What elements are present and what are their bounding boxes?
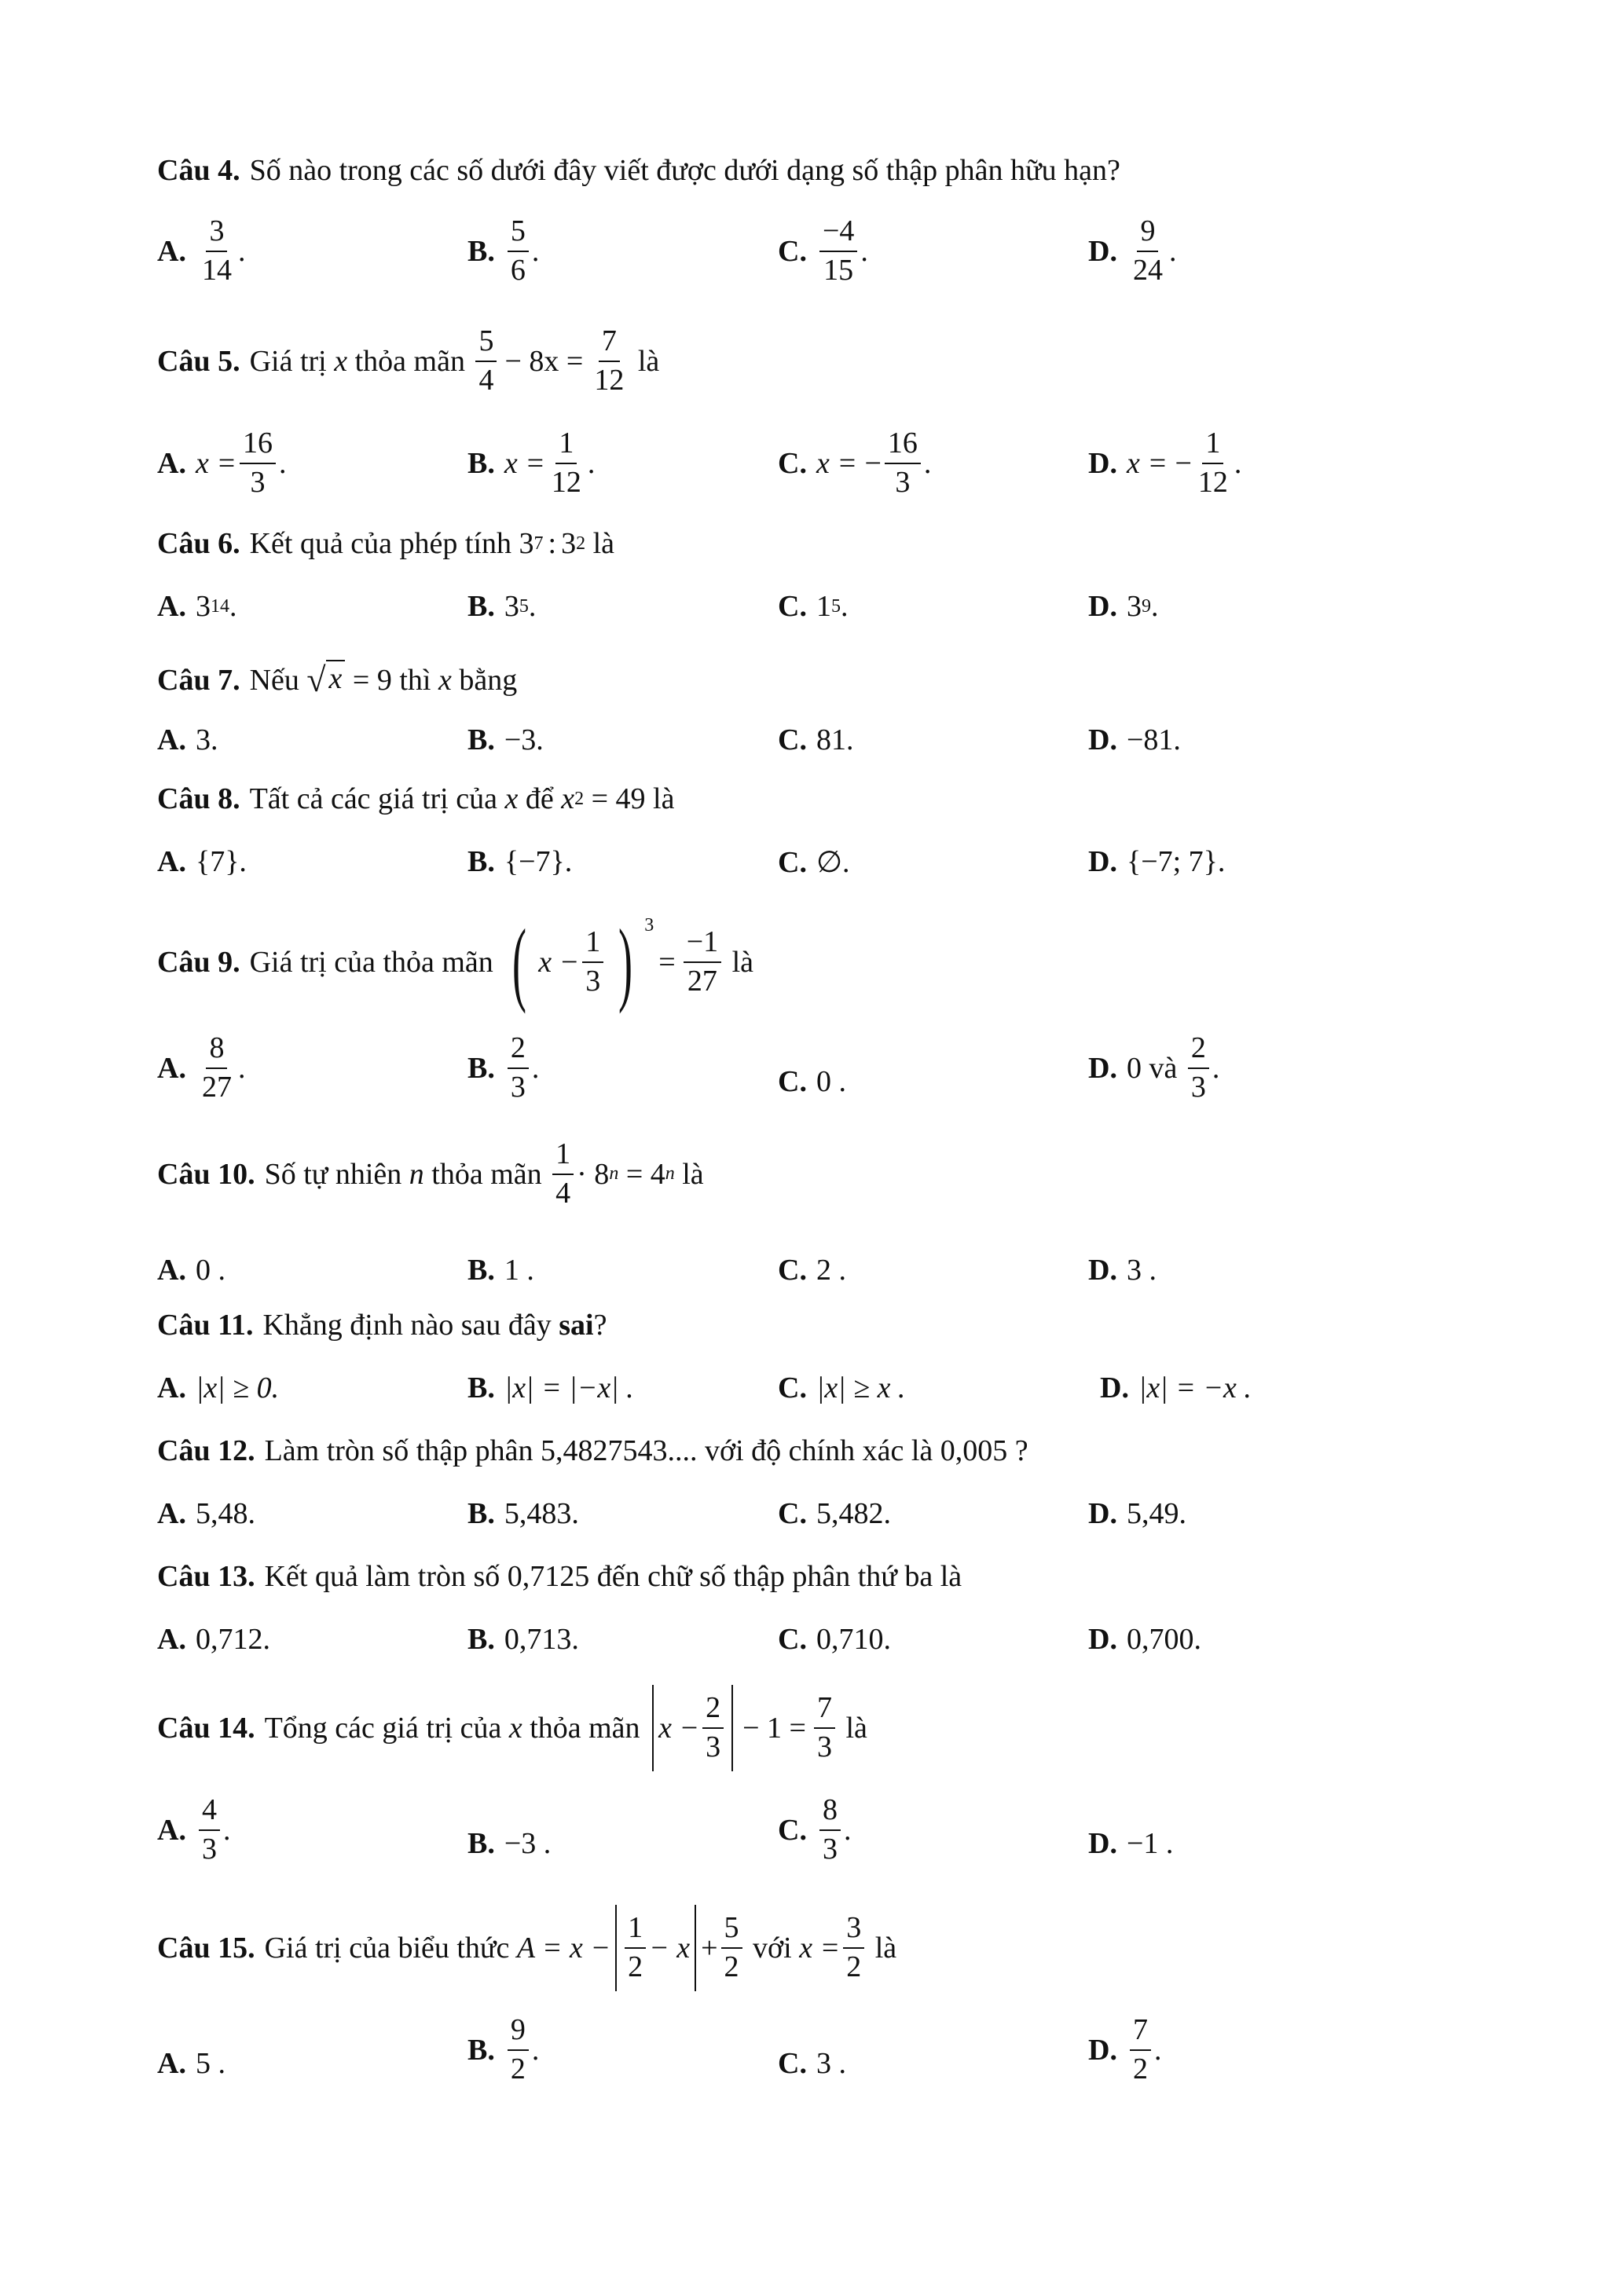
math-text: x (508, 1712, 522, 1745)
math-text: − x (649, 1932, 691, 1965)
math-text: Câu 13. (157, 1560, 255, 1593)
math-text: + (701, 1932, 718, 1965)
math-text: A. (157, 2047, 186, 2080)
math-text: thỏa mãn (354, 344, 465, 378)
question-13 (157, 1559, 962, 1594)
option-c (778, 1064, 846, 1099)
math-text: B. (467, 1497, 495, 1530)
math-text: D. (1088, 234, 1117, 268)
math-text: 2 (1188, 1033, 1209, 1069)
math-text: 5,483. (504, 1497, 579, 1530)
option-b (467, 1622, 579, 1657)
option-b (467, 1496, 579, 1531)
math-text: 1 (1202, 428, 1223, 464)
math-text: x (438, 663, 452, 697)
math-text: A. (157, 234, 186, 268)
option-d: D. 0 và $\frac{2}{3}$ . (1088, 1031, 1220, 1104)
math-text: 3 (510, 1070, 526, 1104)
math-text: 0 . (816, 1065, 846, 1098)
math-text: 27 (687, 965, 717, 998)
math-text: x (326, 660, 346, 696)
math-text: x = (504, 446, 545, 480)
option-a (157, 844, 247, 879)
math-text: 16 (885, 428, 921, 464)
math-text: B. (467, 1254, 495, 1287)
math-text: 9 (1141, 595, 1151, 617)
math-text: |x| = −x . (1138, 1371, 1252, 1404)
math-text: 3 (195, 590, 211, 623)
option-d: D. $\frac{7}{2}$ . (1088, 2013, 1162, 2085)
math-text: Kết quả của phép tính (249, 527, 512, 560)
math-text: 14 (210, 595, 229, 617)
option-c (778, 723, 853, 757)
math-text: 6 (510, 253, 526, 287)
math-text: C. (778, 1813, 807, 1847)
math-text: 1 (555, 428, 577, 464)
math-text: A. (157, 446, 186, 480)
math-text: với (753, 1932, 792, 1965)
math-text: A = x − (516, 1932, 611, 1965)
math-text: |x| ≥ 0. (195, 1371, 280, 1404)
math-text: 5,48. (195, 1497, 255, 1530)
math-text: − 1 = (742, 1712, 806, 1745)
math-text: B. (467, 845, 495, 878)
math-text: 3 (895, 465, 911, 499)
option-c: C. 1 5 . (778, 590, 849, 623)
option-b: B. x = $\frac{1}{12}$ . (467, 427, 596, 499)
math-text: Giá trị (249, 344, 327, 378)
math-text: · 8 (577, 1157, 610, 1191)
math-text: 3 . (1126, 1254, 1157, 1287)
math-text: A. (157, 1813, 186, 1847)
math-text: 7 (599, 326, 620, 362)
math-text: để (525, 782, 554, 815)
math-text: 5 (721, 1913, 742, 1949)
math-text: thì (399, 663, 431, 697)
option-d (1088, 723, 1181, 757)
option-c (778, 844, 850, 880)
math-text: 0,700. (1126, 1623, 1201, 1656)
question-4 (157, 153, 1120, 188)
option-d (1088, 1496, 1186, 1531)
math-text: 0,712. (195, 1623, 270, 1656)
math-text: Câu 12. (157, 1434, 255, 1467)
math-text: A. (157, 845, 186, 878)
math-text: 0,710. (816, 1623, 891, 1656)
math-text: 3 (843, 1913, 864, 1949)
math-text: thỏa mãn (431, 1157, 542, 1191)
question-10 (157, 1139, 704, 1210)
math-text: D. (1088, 1827, 1117, 1860)
math-text: C. (778, 1497, 807, 1530)
math-text: x = (799, 1932, 841, 1965)
option-a (157, 1622, 270, 1657)
math-text: |x| ≥ x . (816, 1371, 906, 1404)
math-text: A. (157, 1623, 186, 1656)
math-text: Làm tròn số thập phân 5,4827543.... với độ chính xác là 0,005 ? (264, 1434, 1028, 1467)
math-text: 3 . (816, 2047, 846, 2080)
math-text: x = (195, 446, 236, 480)
math-text: A. (157, 1051, 186, 1085)
math-text: C. (778, 234, 807, 268)
math-text: D. (1088, 1051, 1117, 1085)
math-text: 7 (533, 533, 544, 554)
math-text: 5,482. (816, 1497, 891, 1530)
math-text: 9 (1137, 216, 1158, 252)
math-text: C. (778, 1371, 807, 1404)
math-text: 1 (816, 590, 831, 623)
option-d (1088, 1253, 1157, 1287)
math-text: 4 (555, 1176, 571, 1210)
math-text: C. (778, 845, 807, 879)
math-text: 5 . (195, 2047, 225, 2080)
option-a: A. 3 14 . (157, 590, 237, 623)
math-text: 2 (510, 2052, 526, 2085)
math-text: B. (467, 590, 495, 623)
math-text: Câu 7. (157, 663, 240, 697)
option-b (467, 1371, 634, 1405)
math-text: D. (1088, 723, 1117, 756)
math-text: 3 (250, 465, 266, 499)
math-text: 0 và (1126, 1051, 1178, 1085)
option-d (1088, 1622, 1201, 1657)
option-b (467, 1826, 551, 1861)
math-text: Khẳng định nào sau đây (262, 1309, 552, 1342)
math-text: Câu 10. (157, 1157, 255, 1191)
math-text: − (864, 446, 882, 480)
math-text: Số tự nhiên (264, 1157, 402, 1191)
math-text: 8 (819, 1795, 841, 1831)
math-text: {7}. (195, 845, 247, 878)
math-text: 3 (561, 527, 577, 560)
math-text: A. (157, 1371, 186, 1404)
question-11 (157, 1308, 607, 1342)
math-text: Câu 15. (157, 1932, 255, 1965)
question-label: Câu 4. (157, 154, 240, 187)
math-text: 0 . (195, 1254, 225, 1287)
math-text: Tất cả các giá trị của (249, 782, 497, 815)
option-b: B. $\frac{2}{3}$ . (467, 1031, 540, 1104)
question-15 (157, 1905, 896, 1991)
question-12 (157, 1434, 1028, 1468)
question-5 (157, 326, 659, 397)
math-text: 3 (519, 527, 534, 560)
option-d (1088, 844, 1225, 879)
math-text: ? (593, 1309, 607, 1342)
math-text: 2 (1132, 2052, 1148, 2085)
math-text: D. (1100, 1371, 1129, 1404)
math-text: 81. (816, 723, 854, 756)
option-d: D. $\frac{9}{24}$ . (1088, 214, 1177, 287)
option-c (778, 1371, 905, 1405)
question-8: Câu 8. Tất cả các giá trị của x để x 2 = 49 là (157, 782, 675, 815)
math-text: = 4 (625, 1157, 665, 1191)
math-text: A. (157, 1497, 186, 1530)
math-text: B. (467, 1623, 495, 1656)
math-text: 5 (508, 216, 529, 252)
math-text: D. (1088, 1254, 1117, 1287)
math-text: thỏa mãn (530, 1712, 640, 1745)
math-text: 5 (475, 326, 497, 362)
math-text: D. (1088, 446, 1117, 480)
option-c (778, 1253, 846, 1287)
math-text: 3 (206, 216, 227, 252)
math-text: 5,49. (1126, 1497, 1186, 1530)
option-b: B. $\frac{5}{6}$ . (467, 214, 540, 287)
math-text: 2 (628, 1950, 643, 1983)
math-text: 24 (1132, 253, 1163, 287)
math-text: −4 (819, 216, 857, 252)
option-a (157, 1253, 225, 1287)
option-d: D. 3 9 . (1088, 590, 1159, 623)
math-text: là (682, 1157, 704, 1191)
math-text: 3 (706, 1730, 721, 1763)
option-c: C. $\frac{8}{3}$ . (778, 1793, 852, 1866)
math-text: D. (1088, 590, 1117, 623)
math-text: 3 (1190, 1070, 1206, 1104)
math-text: C. (778, 1254, 807, 1287)
math-text: Câu 11. (157, 1309, 254, 1342)
math-text: B. (467, 446, 495, 480)
math-text: 3 (504, 590, 519, 623)
math-text: 16 (240, 428, 276, 464)
math-text: : (548, 527, 557, 560)
math-text: 8 (206, 1033, 227, 1069)
math-text: x − (538, 946, 580, 979)
question-14 (157, 1685, 867, 1771)
option-c (778, 2046, 846, 2081)
math-text: 0,713. (504, 1623, 579, 1656)
math-text: 2 (576, 533, 586, 554)
math-text: 3 (1126, 590, 1142, 623)
math-text: n (665, 1163, 675, 1185)
math-text: C. (778, 1623, 807, 1656)
option-c (778, 1622, 891, 1657)
option-c: C. x = − $\frac{16}{3}$ . (778, 427, 932, 499)
math-text: 2 (702, 1693, 724, 1729)
math-text: A. (157, 723, 186, 756)
math-text: 3. (195, 723, 218, 756)
math-text: sai (559, 1309, 594, 1342)
option-a: A. $\frac{8}{27}$ . (157, 1031, 246, 1104)
math-text: ∅. (816, 846, 850, 879)
math-text: 2 (508, 1033, 529, 1069)
option-a: A. $\frac{4}{3}$ . (157, 1793, 231, 1866)
sqrt-expr: √ x (306, 660, 345, 700)
math-text: C. (778, 723, 807, 756)
math-text: là (653, 782, 675, 815)
option-c (778, 1496, 891, 1531)
math-text: C. (778, 2047, 807, 2080)
math-text: 2 (724, 1950, 739, 1983)
math-text: 5 (830, 595, 841, 617)
math-text: D. (1088, 1497, 1117, 1530)
math-text: C. (778, 446, 807, 480)
math-text: 12 (551, 465, 581, 499)
math-text: Câu 5. (157, 344, 240, 378)
math-text: n (609, 1163, 619, 1185)
math-text: 3 (816, 1730, 832, 1763)
math-text: x = (816, 446, 857, 480)
math-text: A. (157, 1254, 186, 1287)
math-text: Câu 6. (157, 527, 240, 560)
option-a (157, 1496, 255, 1531)
question-6 (157, 526, 614, 561)
math-text: là (731, 946, 754, 979)
math-text: là (592, 527, 615, 560)
math-text: 14 (201, 253, 232, 287)
math-text: 3 (585, 965, 601, 998)
math-text: 3 (201, 1832, 217, 1866)
math-text: Tổng các giá trị của (264, 1712, 502, 1745)
math-text: C. (778, 590, 807, 623)
question-9: Câu 9. Giá trị của thỏa mãn ( x − $\frac{1}{3}$ ) $^3$ = $\frac{-1}{27}$ là (157, 910, 754, 1014)
option-d (1100, 1371, 1252, 1405)
option-a (157, 723, 218, 757)
math-text: B. (467, 2033, 495, 2067)
math-text: − 8x = (504, 344, 584, 378)
math-text: C. (778, 1065, 807, 1098)
math-text: là (637, 344, 660, 378)
math-text: x (334, 344, 348, 378)
math-text: 3 (822, 1832, 838, 1866)
question-7 (157, 660, 517, 700)
question-text: Số nào trong các số dưới đây viết được dưới dạng số thập phân hữu hạn? (249, 154, 1120, 187)
option-d (1088, 1826, 1173, 1861)
math-text: 9 (508, 2015, 529, 2051)
math-text: −3. (504, 723, 544, 756)
math-text: bằng (459, 663, 518, 697)
math-text: A. (157, 590, 186, 623)
math-text: {−7}. (504, 845, 573, 878)
math-text: x − (658, 1712, 700, 1745)
option-b (467, 844, 572, 879)
math-text: −81. (1126, 723, 1181, 756)
math-text: 1 (582, 927, 603, 963)
math-text: là (845, 1712, 867, 1745)
math-text: là (874, 1932, 897, 1965)
math-text: {−7; 7}. (1126, 845, 1226, 878)
option-a: A. $\frac{3}{14}$ . (157, 214, 246, 287)
math-text: Câu 8. (157, 782, 240, 815)
math-text: 4 (478, 363, 494, 397)
math-text: D. (1088, 1623, 1117, 1656)
option-d: D. x = − $\frac{1}{12}$ . (1088, 427, 1242, 499)
math-text: x = (1126, 446, 1168, 480)
math-text: Nếu (249, 663, 299, 697)
math-text: 1 . (504, 1254, 534, 1287)
math-text: 12 (594, 363, 625, 397)
math-text: Kết quả làm tròn số 0,7125 đến chữ số thập phân thứ ba là (264, 1560, 962, 1593)
math-text: 5 (519, 595, 529, 617)
math-text: 4 (199, 1795, 220, 1831)
math-text: 7 (814, 1693, 835, 1729)
math-text: Câu 9. (157, 946, 240, 979)
math-text: −1 . (1126, 1827, 1174, 1860)
math-text: Giá trị của thỏa mãn (249, 946, 493, 979)
math-text: 27 (201, 1070, 232, 1104)
math-text: 2 . (816, 1254, 846, 1287)
math-text: − (1175, 446, 1192, 480)
math-text: B. (467, 1371, 495, 1404)
math-text: 15 (823, 253, 854, 287)
math-text: D. (1088, 845, 1117, 878)
math-text: 3 (644, 915, 654, 936)
math-text: B. (467, 723, 495, 756)
option-c: C. $\frac{-4}{15}$ . (778, 214, 868, 287)
option-a (157, 1371, 279, 1405)
option-b (467, 1253, 534, 1287)
option-a: A. x = $\frac{16}{3}$ . (157, 427, 287, 499)
math-text: 1 (625, 1913, 646, 1949)
option-b (467, 723, 544, 757)
math-text: D. (1088, 2033, 1117, 2067)
math-text: −3 . (504, 1827, 552, 1860)
math-text: 2 (846, 1950, 862, 1983)
math-text: x (504, 782, 519, 815)
option-b: B. $\frac{9}{2}$ . (467, 2013, 540, 2085)
math-text: B. (467, 1051, 495, 1085)
math-text: Câu 14. (157, 1712, 255, 1745)
option-b: B. 3 5 . (467, 590, 537, 623)
math-text: B. (467, 1827, 495, 1860)
math-text: Giá trị của biểu thức (264, 1932, 510, 1965)
math-text: = 49 (591, 782, 646, 815)
option-a (157, 2046, 225, 2081)
math-text: 1 (552, 1139, 574, 1175)
math-text: −1 (684, 927, 721, 963)
math-text: = 9 (352, 663, 392, 697)
math-text: 12 (1197, 465, 1228, 499)
math-text: |x| = |−x| . (504, 1371, 634, 1404)
math-text: B. (467, 234, 495, 268)
math-text: n (409, 1157, 424, 1191)
math-text: 7 (1130, 2015, 1151, 2051)
